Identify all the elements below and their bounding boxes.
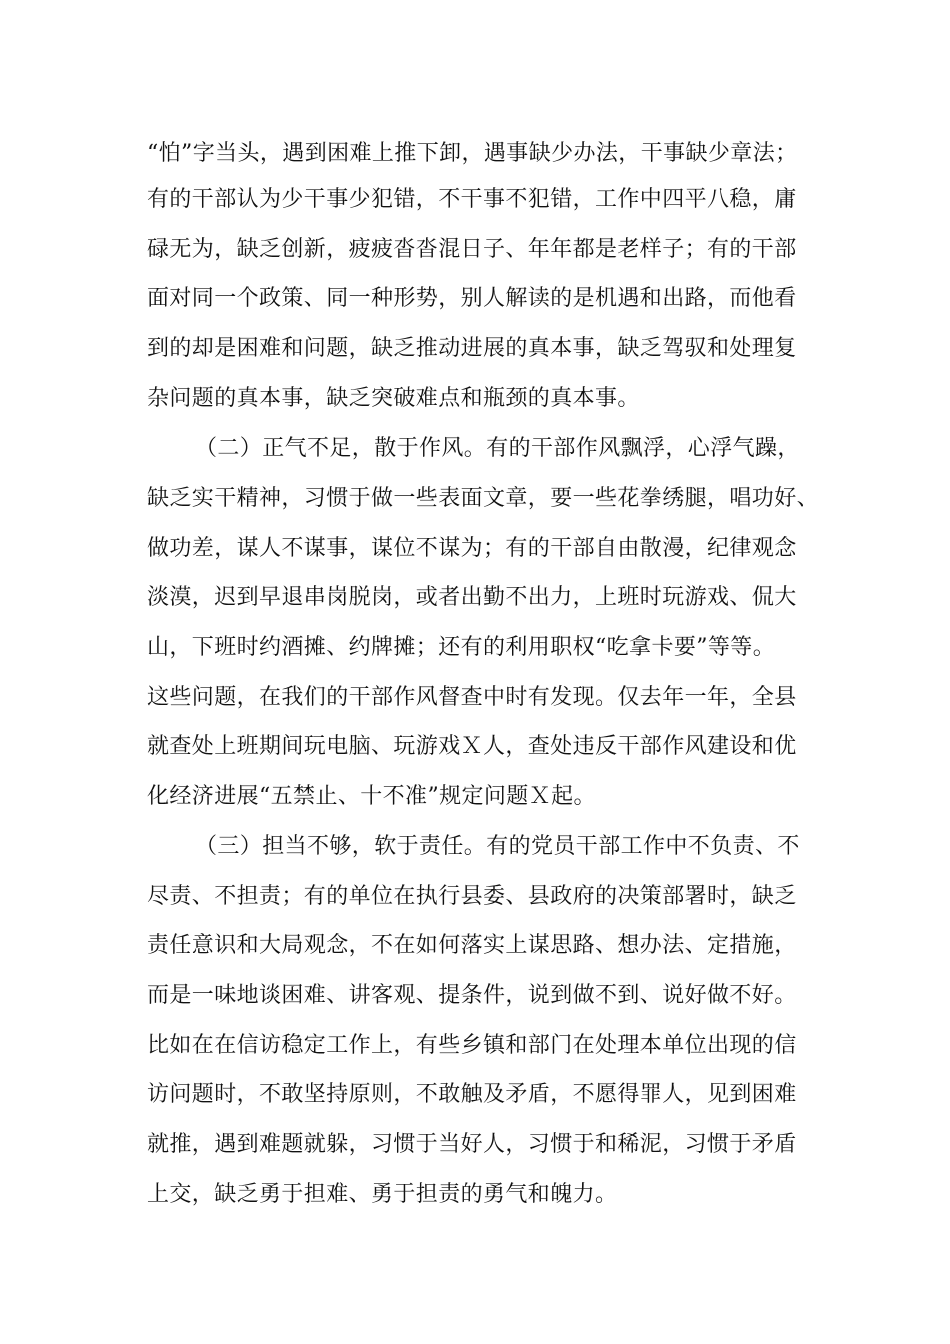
text-line: 到的却是困难和问题，缺乏推动进展的真本事，缺乏驾驭和处理复: [147, 336, 797, 361]
section-heading-line: （二）正气不足，散于作风。有的干部作风飘浮，心浮气躁，: [195, 436, 800, 461]
text-line: 山，下班时约酒摊、约牌摊；还有的利用职权“吃拿卡要”等等。: [147, 635, 776, 660]
text-line: 上交，缺乏勇于担难、勇于担责的勇气和魄力。: [147, 1182, 618, 1207]
text-line: 面对同一个政策、同一种形势，别人解读的是机遇和出路，而他看: [147, 286, 797, 311]
text-line: 就推，遇到难题就躲，习惯于当好人，习惯于和稀泥，习惯于矛盾: [147, 1132, 797, 1157]
text-line: 比如在在信访稳定工作上，有些乡镇和部门在处理本单位出现的信: [147, 1033, 797, 1058]
text-line: 有的干部认为少干事少犯错，不干事不犯错，工作中四平八稳，庸: [147, 187, 797, 212]
text-line: 尽责、不担责；有的单位在执行县委、县政府的决策部署时，缺乏: [147, 884, 797, 909]
text-line: 缺乏实干精神，习惯于做一些表面文章，要一些花拳绣腿，唱功好、: [147, 486, 820, 511]
text-line: 而是一味地谈困难、讲客观、提条件，说到做不到、说好做不好。: [147, 983, 797, 1008]
text-line: 做功差，谋人不谋事，谋位不谋为；有的干部自由散漫，纪律观念: [147, 536, 797, 561]
section-heading-line: （三）担当不够，软于责任。有的党员干部工作中不负责、不: [195, 834, 800, 859]
text-line: 化经济进展“五禁止、十不准”规定问题Ｘ起。: [147, 784, 596, 809]
text-line: 访问题时，不敢坚持原则，不敢触及矛盾，不愿得罪人，见到困难: [147, 1082, 797, 1107]
text-line: 杂问题的真本事，缺乏突破难点和瓶颈的真本事。: [147, 386, 640, 411]
text-line: 淡漠，迟到早退串岗脱岗，或者出勤不出力，上班时玩游戏、侃大: [147, 585, 797, 610]
text-line: 这些问题，在我们的干部作风督查中时有发现。仅去年一年，全县: [147, 685, 797, 710]
text-line: 碌无为，缺乏创新，疲疲沓沓混日子、年年都是老样子；有的干部: [147, 237, 797, 262]
text-line: 责任意识和大局观念，不在如何落实上谋思路、想办法、定措施，: [147, 933, 797, 958]
text-line: “怕”字当头，遇到困难上推下卸，遇事缺少办法，干事缺少章法；: [147, 141, 798, 166]
text-line: 就查处上班期间玩电脑、玩游戏Ｘ人，查处违反干部作风建设和优: [147, 734, 797, 759]
